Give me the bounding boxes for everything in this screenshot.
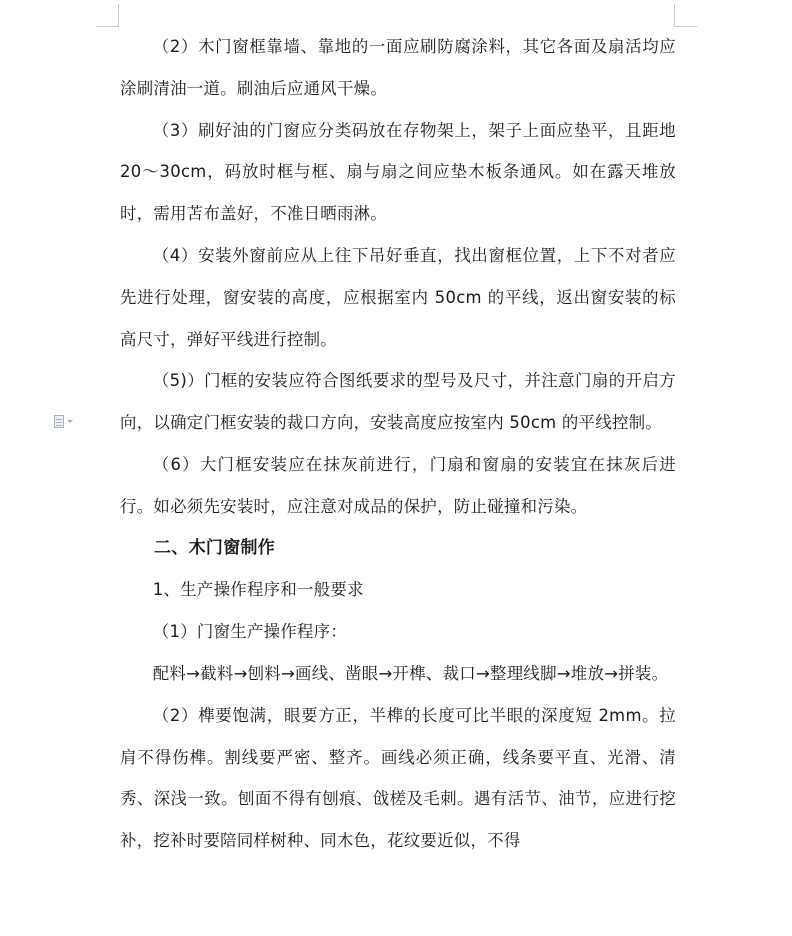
paragraph-4: （4）安装外窗前应从上往下吊好垂直，找出窗框位置，上下不对者应先进行处理，窗安装的高度，应根据室内 50cm 的平线，返出窗安装的标高尺寸，弹好平线进行控制。 [120, 245, 676, 349]
paragraph-options-button[interactable] [54, 413, 82, 429]
document-icon [54, 415, 64, 428]
crop-mark-top-left [96, 4, 119, 27]
section-heading: 二、木门窗制作 [154, 537, 276, 558]
paragraph-3: （3）刷好油的门窗应分类码放在存物架上，架子上面应垫平，且距地 20～30cm，码放时框与框、扇与扇之间应垫木板条通风。如在露天堆放时，需用苫布盖好，不准日晒雨淋。 [120, 120, 676, 224]
final-paragraph: （2）榫要饱满，眼要方正，半榫的长度可比半眼的深度短 2mm。拉肩不得伤榫。割线要严密、整齐。画线必须正确，线条要平直、光滑、清秀、深浅一致。刨面不得有刨痕、戗槎及毛刺。遇有活节、油节，应进行挖补，挖补时要陪同样树种、同木色，花纹要近似，不得 [120, 705, 676, 851]
process-flow: 配料→截料→刨料→画线、凿眼→开榫、裁口→整理线脚→堆放→拼装。 [152, 663, 669, 683]
item-heading: （1）门窗生产操作程序： [152, 622, 348, 642]
subsection-heading: 1、生产操作程序和一般要求 [152, 580, 364, 600]
paragraph-6: （6）大门框安装应在抹灰前进行，门扇和窗扇的安装宜在抹灰后进行。如必须先安装时，应注意对成品的保护，防止碰撞和污染。 [120, 454, 676, 516]
paragraph-2: （2）木门窗框靠墙、靠地的一面应刷防腐涂料，其它各面及扇活均应涂刷清油一道。刷油后应通风干燥。 [120, 37, 676, 98]
crop-mark-top-right [674, 4, 697, 27]
chevron-down-icon [67, 420, 73, 423]
document-body [120, 26, 676, 862]
paragraph-5: （5)）门框的安装应符合图纸要求的型号及尺寸，并注意门扇的开启方向，以确定门框安装的裁口方向，安装高度应按室内 50cm 的平线控制。 [120, 371, 676, 433]
